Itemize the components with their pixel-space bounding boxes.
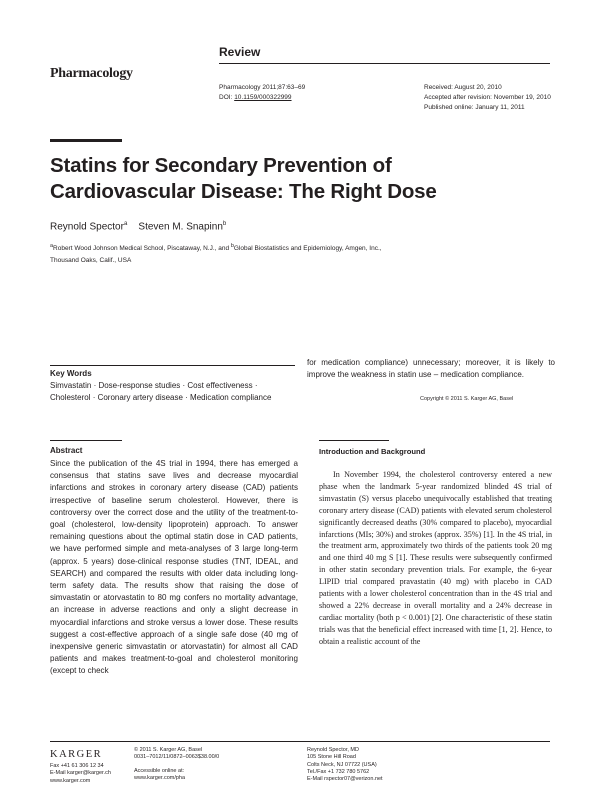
affil-sup: a (50, 243, 54, 249)
contact-address: 105 Stone Hill Road (307, 754, 356, 761)
intro-heading: Introduction and Background (319, 447, 426, 456)
footer-rule (50, 741, 550, 742)
abstract-continued: for medication compliance) unnecessary; moreover, it is likely to improve the weakness in statin use – medication compliance. (307, 358, 555, 380)
correspondence-block (307, 747, 383, 783)
access-label: Accessible online at: (134, 767, 185, 774)
author-sup: b (222, 221, 227, 227)
title-line: Statins for Secondary Prevention of (50, 154, 392, 177)
affiliations (50, 240, 530, 267)
article-title (50, 153, 550, 205)
citation: Pharmacology 2011;87:63–69 (219, 84, 306, 91)
abstract-heading: Abstract (50, 446, 83, 455)
author-name: Steven M. Snapinn (138, 221, 223, 233)
contact-name: Reynold Spector, MD (307, 747, 359, 753)
contact-tel: Tel./Fax +1 732 780 5762 (307, 768, 370, 775)
author-name: Reynold Spector (50, 221, 124, 233)
header-rule (219, 63, 550, 64)
publisher-contact (50, 763, 111, 785)
keywords-rule (50, 365, 295, 366)
abstract-text: Since the publication of the 4S trial in 1994, there has emerged a consensus that statins save lives and decrease myocardial infarctions and strokes in coronary artery disease (CAD) patients irrespective of baseline serum cholesterol. However, there is controversy over the correct dose and the utility of the treatment-to-goal (cholesterol, low-density lipoprotein) approach. To answer remaining questions about the optimal statin dose in CAD patients, we have performed simple and meta-analyses of 3 large long-term (approx. 5 years) dose-clinical response studies (TNT, IDEAL, and SEARCH) and compared the results with older data including long-term safety data. The results show that raising the dose of simvastatin or atorvastatin to 80 mg confers no mortality advantage, an increase in adverse reactions and only a slight decrease in myocardial infarctions and stroke versus a lower dose. These results suggest a cost-effective approach of a single safe dose (40 mg of inexpensive generic simvastatin or atorvastatin) for almost all CAD patients and makes treatment-to-goal and cholesterol monitoring (except to check (50, 459, 298, 676)
keywords-heading: Key Words (50, 369, 92, 378)
affil-sup: b (230, 243, 234, 249)
accepted-date: Accepted after revision: November 19, 2010 (424, 94, 551, 101)
fax: Fax +41 61 306 12 34 (50, 763, 104, 769)
dates-block (424, 83, 551, 113)
title-line: Cardiovascular Disease: The Right Dose (50, 180, 437, 203)
access-url[interactable]: www.karger.com/pha (134, 774, 186, 781)
doi-label: DOI: (219, 94, 233, 101)
publisher-web[interactable]: www.karger.com (50, 777, 91, 784)
copyright-block (134, 747, 219, 782)
copyright-note: Copyright © 2011 S. Karger AG, Basel (420, 396, 514, 402)
published-date: Published online: January 11, 2011 (424, 104, 525, 111)
affil-line: Thousand Oaks, Calif., USA (50, 257, 132, 265)
author-sup: a (123, 221, 128, 227)
affil-b: Global Biostatistics and Epidemiology, Amgen, Inc., (233, 245, 382, 253)
doi-link[interactable]: 10.1159/000322999 (234, 94, 292, 101)
intro-bar (319, 440, 389, 441)
doi-line (219, 93, 305, 103)
contact-email[interactable]: E-Mail rspector07@verizon.net (307, 776, 383, 783)
contact-address: Colts Neck, NJ 07722 (USA) (307, 761, 377, 768)
footer-copyright: © 2011 S. Karger AG, Basel (134, 747, 203, 753)
publisher-logo: KARGER (50, 749, 103, 760)
citation-block (219, 83, 305, 103)
journal-name: Pharmacology (50, 66, 133, 81)
authors (50, 221, 226, 232)
keywords-text: Simvastatin · Dose-response studies · Cost effectiveness · Cholesterol · Coronary artery disease · Medication compliance (50, 381, 272, 402)
issn: 0031–7012/11/0872–0063$38.00/0 (134, 754, 220, 761)
publisher-email: E-Mail karger@karger.ch (50, 770, 111, 777)
intro-text: In November 1994, the cholesterol controversy entered a new phase when the landmark 5-year randomized blinded 4S trial of simvastatin (S) versus placebo unequivocally established that treating coronary artery disease (CAD) patients with elevated serum cholesterol significantly decreased deaths (30% compared to placebo), myocardial infarctions (MIs; 30%) and strokes (approx. 35%) [1]. In the 4S trial, in the treatment arm, approximately two thirds of the patients took 20 mg and one third 40 mg S [1]. These results were subsequently confirmed in other statin secondary prevention trials. For example, the 6-year LIPID trial compared pravastatin (40 mg) with placebo in CAD patients with a lower cholesterol concentration than in the 4S trial and showed a 22% decrease in overall mortality and a 24% decrease in cardiac mortality (both p < 0.001) [2]. One characteristic of these statin trials was that the beneficial effect increased with time [1, 2]. Hence, to obtain a realistic account of the (319, 470, 552, 646)
section-label: Review (219, 45, 261, 59)
title-bar (50, 139, 122, 142)
abstract-bar (50, 440, 122, 441)
affil-a: Robert Wood Johnson Medical School, Piscataway, N.J., and (53, 245, 231, 253)
received-date: Received: August 20, 2010 (424, 84, 502, 91)
